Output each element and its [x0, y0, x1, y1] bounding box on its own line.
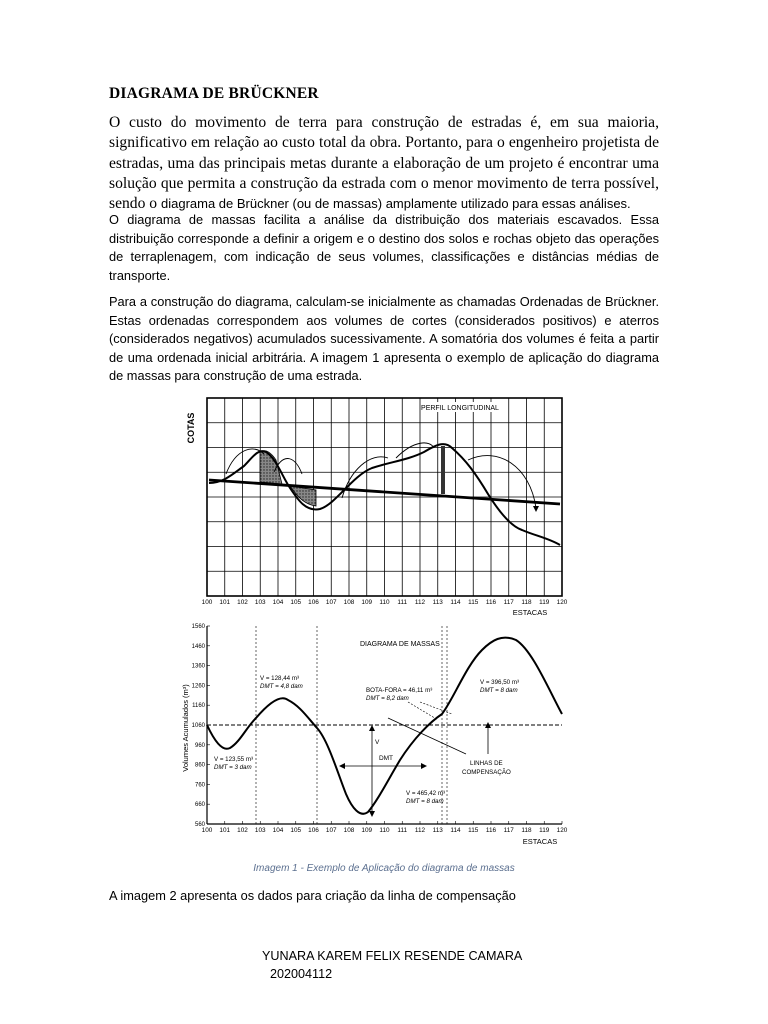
annotation-lines-1: LINHAS DE	[470, 760, 503, 767]
bottom-panel-title: DIAGRAMA DE MASSAS	[360, 641, 440, 648]
x-tick-label: 105	[290, 827, 302, 834]
top-panel-x-ticks	[202, 599, 568, 606]
annotation-v-128: V = 128,44 m³	[260, 675, 300, 682]
annotation-lines-2: COMPENSAÇÃO	[462, 769, 511, 776]
paragraph-image-2: A imagem 2 apresenta os dados para criação da linha de compensação	[109, 888, 516, 903]
arrow-head	[421, 763, 427, 769]
x-tick-label: 112	[414, 599, 426, 606]
x-tick-label: 106	[308, 599, 319, 606]
top-panel-longitudinal-profile	[186, 398, 568, 617]
y-tick-label: 960	[194, 742, 205, 749]
document-title: DIAGRAMA DE BRÜCKNER	[109, 85, 319, 102]
x-tick-label: 109	[361, 827, 373, 834]
y-tick-label: 1260	[191, 683, 205, 690]
x-tick-label: 113	[432, 827, 443, 834]
x-tick-label: 109	[361, 599, 373, 606]
x-tick-label: 110	[379, 827, 390, 834]
x-tick-label: 114	[450, 827, 461, 834]
leader-line	[408, 702, 438, 720]
x-tick-label: 103	[254, 827, 266, 834]
y-tick-label: 1060	[191, 723, 205, 729]
x-tick-label: 117	[503, 599, 514, 606]
leader-line	[388, 718, 466, 754]
cut-bar-shading	[441, 446, 445, 494]
x-tick-label: 102	[237, 599, 248, 606]
x-tick-label: 101	[219, 827, 231, 834]
x-tick-label: 104	[272, 827, 284, 834]
volume-label: V	[375, 739, 380, 746]
x-tick-label: 100	[201, 827, 213, 834]
y-tick-label: 860	[194, 762, 205, 769]
x-tick-label: 110	[379, 599, 390, 606]
x-tick-label: 118	[521, 827, 532, 834]
bottom-panel-xlabel: ESTACAS	[522, 837, 558, 846]
x-tick-label: 120	[556, 599, 568, 606]
x-tick-label: 108	[343, 827, 355, 834]
annotation-dmt-82: DMT = 8,2 dam	[366, 695, 409, 702]
x-tick-label: 112	[414, 827, 426, 834]
top-panel-ylabel: COTAS	[186, 412, 196, 444]
annotation-dmt-48: DMT = 4,8 dam	[260, 683, 303, 690]
x-tick-label: 116	[485, 599, 497, 606]
y-tick-label: 1560	[191, 624, 205, 630]
x-tick-label: 117	[503, 827, 514, 834]
annotation-bota-fora: BOTA-FORA = 46,11 m³	[366, 687, 433, 694]
arrow-head	[369, 725, 375, 731]
author-id: 202004112	[270, 966, 333, 981]
x-tick-label: 120	[556, 827, 568, 834]
arrow-head	[339, 763, 345, 769]
x-tick-label: 111	[397, 599, 408, 606]
paragraph-intro-highlight: diagrama de Brückner (ou de massas) amplamente utilizado para essas análises.	[160, 196, 631, 212]
paragraph-intro	[109, 113, 659, 214]
x-tick-label: 114	[450, 599, 461, 606]
x-tick-label: 108	[343, 599, 355, 606]
top-panel-grid	[207, 398, 562, 596]
x-tick-label: 103	[254, 599, 266, 606]
paragraph-intro-text: O custo do movimento de terra para construção de estradas é, em sua maioria, significativo em relação ao custo total da obra. Portanto, para o engenheiro projetista de estradas, uma das principais metas durante a elaboração de um projeto é encontrar uma solução que permita a construção da estrada com o menor movimento de terra possível, sendo o	[109, 114, 659, 213]
figure-caption: Imagem 1 - Exemplo de Aplicação do diagrama de massas	[253, 863, 515, 874]
x-tick-label: 107	[325, 599, 337, 606]
y-tick-label: 1460	[191, 643, 205, 650]
y-tick-label: 1160	[192, 703, 205, 710]
author-name: YUNARA KAREM FELIX RESENDE CAMARA	[262, 949, 523, 963]
figure-image-1	[176, 388, 582, 858]
x-tick-label: 119	[539, 599, 550, 606]
x-tick-label: 116	[485, 827, 497, 834]
x-tick-label: 106	[308, 827, 319, 834]
x-tick-label: 105	[290, 599, 302, 606]
y-tick-label: 660	[194, 802, 205, 809]
annotation-dmt-3: DMT = 3 dam	[214, 764, 252, 771]
x-tick-label: 104	[272, 599, 284, 606]
x-tick-label: 113	[432, 599, 443, 606]
x-tick-label: 100	[201, 599, 213, 606]
bottom-panel-mass-diagram	[181, 624, 568, 846]
y-tick-label: 1360	[191, 663, 205, 670]
annotation-dmt-8b: DMT = 8 dam	[406, 798, 444, 805]
top-panel-xlabel: ESTACAS	[512, 608, 548, 617]
x-tick-label: 107	[325, 827, 337, 834]
y-tick-label: 560	[194, 822, 205, 828]
y-tick-label: 760	[194, 782, 205, 789]
x-tick-label: 115	[468, 827, 479, 834]
paragraph-mass-diagram: O diagrama de massas facilita a análise da distribuição dos materiais escavados. Essa distribuição corresponde a definir a origem e o destino dos solos e rochas objeto das operações de terraplenagem, com indicação de seus volumes, classificações e distâncias médias de transporte.	[109, 212, 659, 283]
x-tick-label: 115	[468, 599, 479, 606]
x-tick-label: 119	[539, 827, 550, 834]
top-panel-title: PERFIL LONGITUDINAL	[421, 405, 499, 412]
x-tick-label: 102	[237, 827, 248, 834]
annotation-v-396: V = 396,50 m³	[480, 679, 520, 686]
x-tick-label: 118	[521, 599, 532, 606]
dmt-label: DMT	[378, 755, 394, 762]
annotation-dmt-8a: DMT = 8 dam	[480, 687, 518, 694]
arrow-head	[369, 811, 375, 817]
paragraph-bruckner-ordinates: Para a construção do diagrama, calculam-se inicialmente as chamadas Ordenadas de Brückner. Estas ordenadas correspondem aos volumes de cortes (considerados positivos) e aterros (considerados negativos) acumulados sucessivamente. A somatória dos volumes é feita a partir de uma ordenada inicial arbitrária. A imagem 1 apresenta o exemplo de aplicação do diagrama de massas para construção de uma estrada.	[109, 294, 659, 384]
bottom-panel-ylabel: Volumes Acumulados (m³)	[181, 684, 190, 772]
x-tick-label: 101	[219, 599, 231, 606]
bottom-panel-x-ticks	[202, 827, 568, 834]
x-tick-label: 111	[397, 827, 408, 834]
annotation-v-123: V = 123,55 m³	[214, 756, 254, 763]
annotation-v-465: V = 465,42 m³	[406, 790, 446, 797]
author-block	[262, 948, 522, 983]
mass-curve	[207, 638, 562, 814]
bottom-panel-y-ticks	[192, 624, 206, 828]
